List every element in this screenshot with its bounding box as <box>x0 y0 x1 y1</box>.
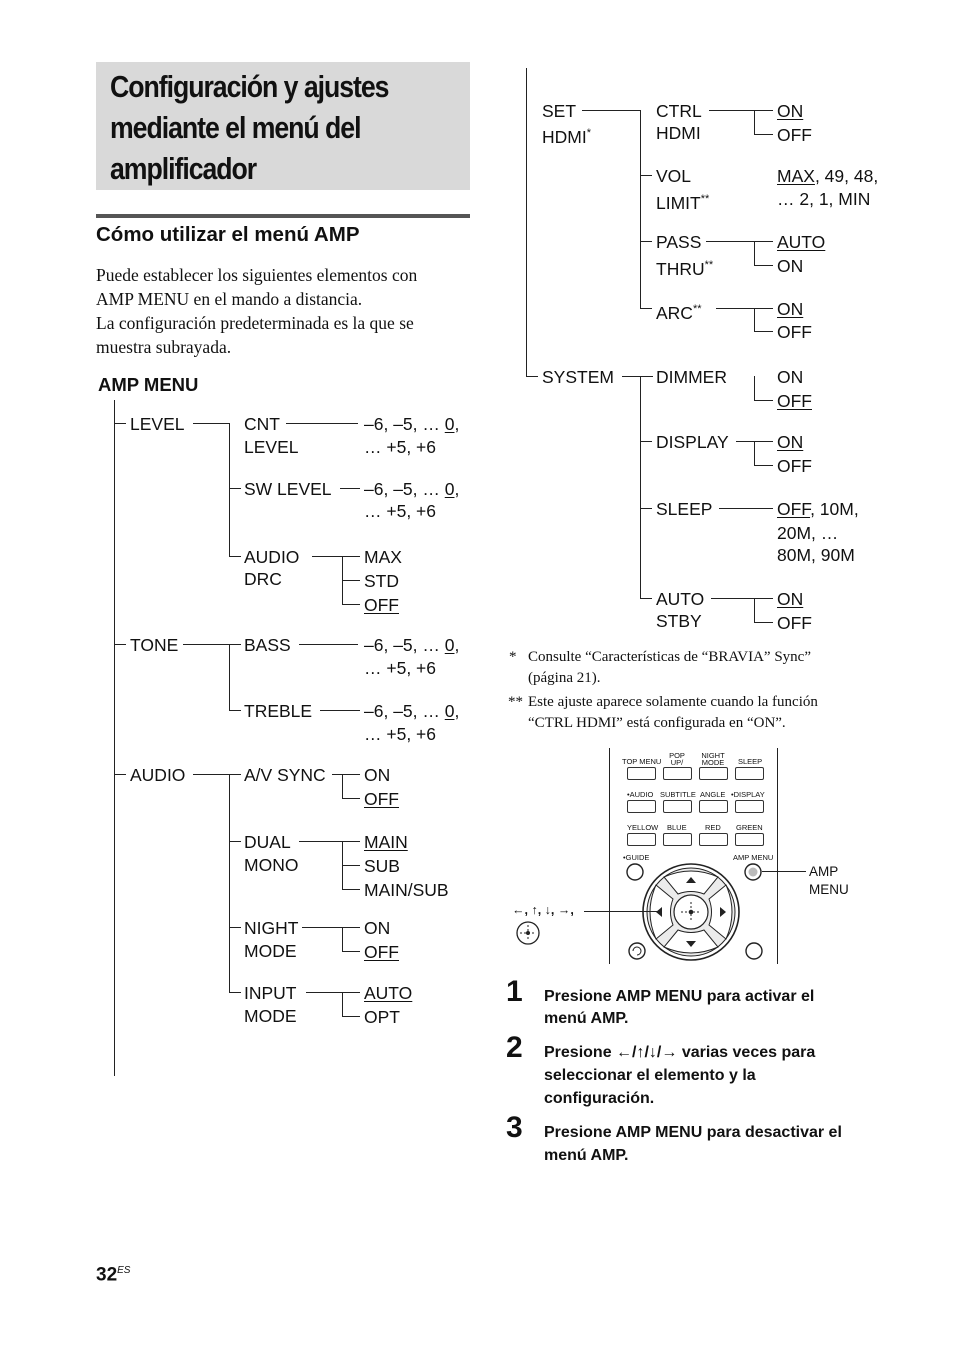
range-default: 0 <box>444 479 455 499</box>
option-off-default: OFF <box>777 391 812 411</box>
menu-item-tone: TONE <box>130 635 179 655</box>
range-default: 0 <box>444 414 455 434</box>
option-auto-default: AUTO <box>364 983 413 1003</box>
menu-item-dimmer: DIMMER <box>656 367 727 387</box>
pass-thru-label: THRU <box>656 258 705 279</box>
option-sub: SUB <box>364 856 400 876</box>
option-off: OFF <box>777 613 812 633</box>
step-number: 2 <box>506 1031 523 1064</box>
menu-item-audio: AUDIO <box>130 765 186 785</box>
menu-item-vol-limit: VOL <box>656 166 692 186</box>
range-text: , <box>454 479 460 499</box>
tree-trunk <box>526 68 527 376</box>
menu-item-ctrl-hdmi: HDMI <box>656 123 701 143</box>
option-vol-range <box>777 165 878 187</box>
option-on: ON <box>364 765 391 785</box>
option-max-default: MAX <box>777 166 815 186</box>
night-mode-button <box>699 767 728 780</box>
section-rule <box>96 214 470 218</box>
range-text: –6, –5, … <box>364 414 445 434</box>
footnote-text: Este ajuste aparece solamente cuando la función <box>528 694 818 710</box>
vol-range-text: , 49, 48, <box>814 166 879 186</box>
range-text: –6, –5, … <box>364 635 445 655</box>
display-button <box>735 800 764 813</box>
callout-line <box>762 871 806 872</box>
range-text: , <box>454 635 460 655</box>
menu-item-cnt-level: LEVEL <box>244 437 299 457</box>
option-on-default: ON <box>777 589 804 609</box>
callout-amp-menu: AMP <box>809 864 839 879</box>
option-off-default: OFF <box>364 595 399 615</box>
option-opt: OPT <box>364 1007 400 1027</box>
enter-button-icon <box>515 920 541 946</box>
remote-label: TOP MENU <box>622 757 662 766</box>
intro-text: muestra subrayada. <box>96 337 232 357</box>
intro-text: AMP MENU en el mando a distancia. <box>96 289 363 309</box>
option-off: OFF <box>777 322 812 342</box>
option-range: … +5, +6 <box>364 501 436 521</box>
remote-label: YELLOW <box>627 823 659 832</box>
option-on: ON <box>777 367 804 387</box>
menu-item-arc <box>656 298 702 324</box>
callout-amp-menu: MENU <box>809 882 849 897</box>
footnote-text: Consulte “Características de “BRAVIA” Sync” <box>528 649 811 665</box>
option-off: OFF <box>777 125 812 145</box>
page-number-suffix: ES <box>117 1265 131 1276</box>
step-text: menú AMP. <box>544 1147 629 1164</box>
menu-item-night-mode: MODE <box>244 941 297 961</box>
range-default: 0 <box>444 635 455 655</box>
menu-item-dual-mono: DUAL <box>244 832 291 852</box>
menu-item-system: SYSTEM <box>542 367 614 387</box>
arc-label: ARC <box>656 302 693 323</box>
remote-label: •DISPLAY <box>731 790 765 799</box>
option-sleep-range: 20M, … <box>777 523 839 543</box>
option-range: … +5, +6 <box>364 724 436 744</box>
menu-item-cnt-level: CNT <box>244 414 280 434</box>
option-std: STD <box>364 571 399 591</box>
option-sleep-range: 80M, 90M <box>777 545 855 565</box>
option-off-default: OFF <box>364 942 399 962</box>
tree-trunk <box>114 400 115 1076</box>
footnote-mark: ** <box>700 193 710 205</box>
page-title-line: Configuración y ajustes <box>110 69 389 104</box>
remote-label: ANGLE <box>700 790 726 799</box>
footnote-text: “CTRL HDMI” está configurada en “ON”. <box>528 715 786 731</box>
step-text: Presione ←/↑/↓/→ varias veces para <box>544 1044 816 1061</box>
menu-item-sw-level: SW LEVEL <box>244 479 332 499</box>
option-range: … +5, +6 <box>364 658 436 678</box>
remote-label: NIGHT MODE <box>701 751 725 767</box>
subtitle-button <box>663 800 692 813</box>
option-on-default: ON <box>777 101 804 121</box>
angle-button <box>699 800 728 813</box>
red-button <box>699 833 728 846</box>
sleep-range-text: , 10M, <box>810 499 859 519</box>
footnote-mark: ** <box>704 259 714 271</box>
option-sleep-range <box>777 498 859 520</box>
menu-item-night-mode: NIGHT <box>244 918 299 938</box>
range-default: 0 <box>444 701 455 721</box>
footnote-mark: * <box>509 649 517 665</box>
menu-item-vol-limit <box>656 188 709 214</box>
step-text: Presione AMP MENU para activar el <box>544 988 815 1005</box>
menu-item-input-mode: MODE <box>244 1006 297 1026</box>
page-title-line: amplificador <box>110 151 257 186</box>
remote-label: •AUDIO <box>627 790 654 799</box>
remote-label: AMP MENU <box>733 853 774 862</box>
step-number: 3 <box>506 1111 523 1144</box>
top-menu-button <box>627 767 656 780</box>
page-title-line: mediante el menú del <box>110 110 361 145</box>
menu-item-auto-stby: STBY <box>656 611 702 631</box>
step-text: seleccionar el elemento y la <box>544 1067 756 1084</box>
menu-item-display: DISPLAY <box>656 432 729 452</box>
option-main-default: MAIN <box>364 832 408 852</box>
remote-label: SLEEP <box>738 757 763 766</box>
remote-label: SUBTITLE <box>660 790 696 799</box>
popup-menu-button <box>663 767 692 780</box>
title-box <box>96 62 470 190</box>
vol-limit-label: LIMIT <box>656 192 701 213</box>
intro-text: Puede establecer los siguientes elementos con <box>96 265 418 285</box>
page-number <box>96 1259 130 1287</box>
option-on: ON <box>364 918 391 938</box>
option-range <box>364 478 459 500</box>
option-range: … +5, +6 <box>364 437 436 457</box>
remote-label: RED <box>705 823 721 832</box>
option-range <box>364 700 459 722</box>
option-auto-default: AUTO <box>777 232 826 252</box>
option-off: OFF <box>777 456 812 476</box>
menu-item-pass-thru <box>656 254 713 280</box>
remote-label: GREEN <box>736 823 763 832</box>
intro-text: La configuración predeterminada es la que se <box>96 313 414 333</box>
yellow-button <box>627 833 656 846</box>
audio-button <box>627 800 656 813</box>
set-hdmi-label: HDMI <box>542 126 587 147</box>
menu-item-treble: TREBLE <box>244 701 313 721</box>
menu-item-level: LEVEL <box>130 414 185 434</box>
menu-item-av-sync: A/V SYNC <box>244 765 326 785</box>
option-on-default: ON <box>777 299 804 319</box>
section-heading: Cómo utilizar el menú AMP <box>96 223 360 246</box>
menu-item-set-hdmi <box>542 122 591 148</box>
footnote-mark: ** <box>692 303 702 315</box>
menu-item-audio-drc: AUDIO <box>244 547 300 567</box>
range-text: , <box>454 701 460 721</box>
option-main-sub: MAIN/SUB <box>364 880 449 900</box>
range-text: –6, –5, … <box>364 479 445 499</box>
menu-item-bass: BASS <box>244 635 291 655</box>
menu-item-set-hdmi: SET <box>542 101 577 121</box>
footnote-text: (página 21). <box>528 670 601 686</box>
step-text: Presione AMP MENU para desactivar el <box>544 1124 842 1141</box>
footnote-mark: ** <box>508 694 523 710</box>
sleep-button <box>735 767 764 780</box>
page-number-value: 32 <box>96 1264 118 1286</box>
range-text: –6, –5, … <box>364 701 445 721</box>
menu-item-sleep: SLEEP <box>656 499 713 519</box>
menu-item-audio-drc: DRC <box>244 569 282 589</box>
callout-line <box>584 911 660 912</box>
step-text: configuración. <box>544 1090 655 1107</box>
menu-item-ctrl-hdmi: CTRL <box>656 101 702 121</box>
option-on: ON <box>777 256 804 276</box>
step-text: menú AMP. <box>544 1010 629 1027</box>
blue-button <box>663 833 692 846</box>
option-vol-range: … 2, 1, MIN <box>777 189 871 209</box>
callout-arrows: ←, ↑, ↓, →, <box>512 903 574 917</box>
range-text: , <box>454 414 460 434</box>
footnote-mark: * <box>586 127 591 139</box>
step-number: 1 <box>506 975 523 1008</box>
option-range <box>364 413 459 435</box>
remote-dpad-svg <box>600 850 790 968</box>
option-range <box>364 634 459 656</box>
option-off-default: OFF <box>364 789 399 809</box>
option-off-default: OFF <box>777 499 811 519</box>
option-on-default: ON <box>777 432 804 452</box>
remote-label: •GUIDE <box>623 853 650 862</box>
amp-menu-label: AMP MENU <box>98 374 199 395</box>
menu-item-dual-mono: MONO <box>244 855 299 875</box>
menu-item-input-mode: INPUT <box>244 983 297 1003</box>
menu-item-pass-thru: PASS <box>656 232 702 252</box>
remote-label: BLUE <box>667 823 687 832</box>
green-button <box>735 833 764 846</box>
menu-item-auto-stby: AUTO <box>656 589 705 609</box>
option-max: MAX <box>364 547 402 567</box>
remote-label: POP UP/ <box>669 751 685 767</box>
